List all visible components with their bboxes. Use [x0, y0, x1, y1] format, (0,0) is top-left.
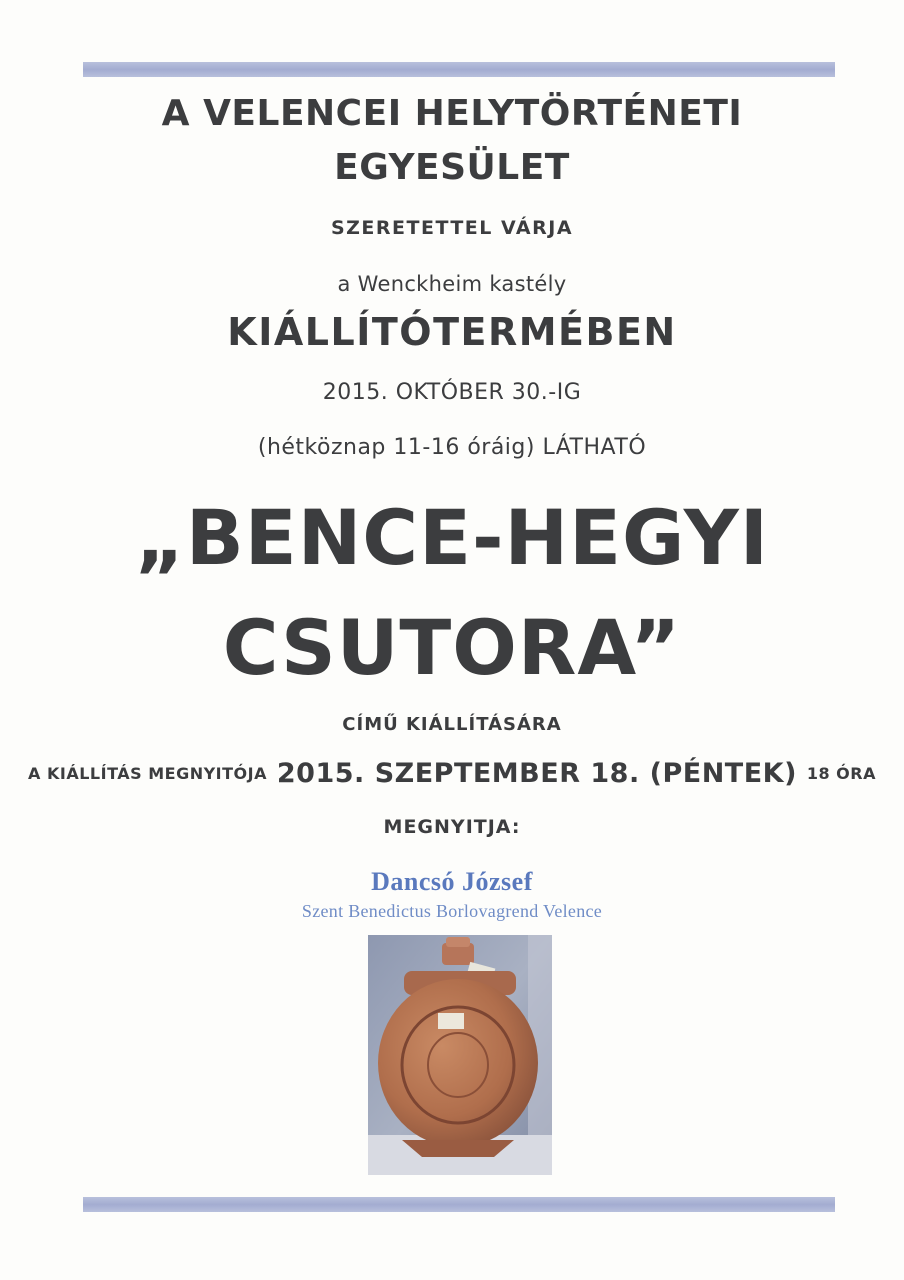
- opening-hours-text: (hétköznap 11-16 óráig) LÁTHATÓ: [257, 435, 647, 460]
- exhibition-title-line-1: „BENCE-HEGYI: [134, 493, 770, 582]
- organization-name-line-1: A VELENCEI HELYTÖRTÉNETI: [161, 93, 743, 134]
- opening-date: 2015. SZEPTEMBER 18. (PÉNTEK): [276, 758, 797, 789]
- exhibition-title-line-2: CSUTORA”: [222, 603, 682, 692]
- opener-label: MEGNYITJA:: [383, 816, 521, 838]
- exhibition-hall-text: KIÁLLÍTÓTERMÉBEN: [227, 310, 677, 354]
- organization-name-line-2: EGYESÜLET: [334, 147, 570, 188]
- top-decorative-rule: [83, 62, 835, 77]
- venue-text: a Wenckheim kastély: [337, 272, 567, 296]
- bottom-decorative-rule: [83, 1197, 835, 1212]
- speaker-name: Dancsó József: [371, 867, 533, 896]
- speaker-organization: Szent Benedictus Borlovagrend Velence: [301, 901, 603, 921]
- exhibition-end-date: 2015. OKTÓBER 30.-IG: [322, 380, 582, 405]
- invitation-text: SZERETETTEL VÁRJA: [330, 217, 574, 239]
- wooden-flask-photo: [368, 935, 552, 1175]
- opening-ceremony-line: [0, 758, 904, 789]
- exhibition-subtitle: CÍMŰ KIÁLLÍTÁSÁRA: [342, 714, 562, 735]
- opening-time: 18 ÓRA: [806, 764, 876, 783]
- opening-label: A KIÁLLÍTÁS MEGNYITÓJA: [28, 764, 267, 783]
